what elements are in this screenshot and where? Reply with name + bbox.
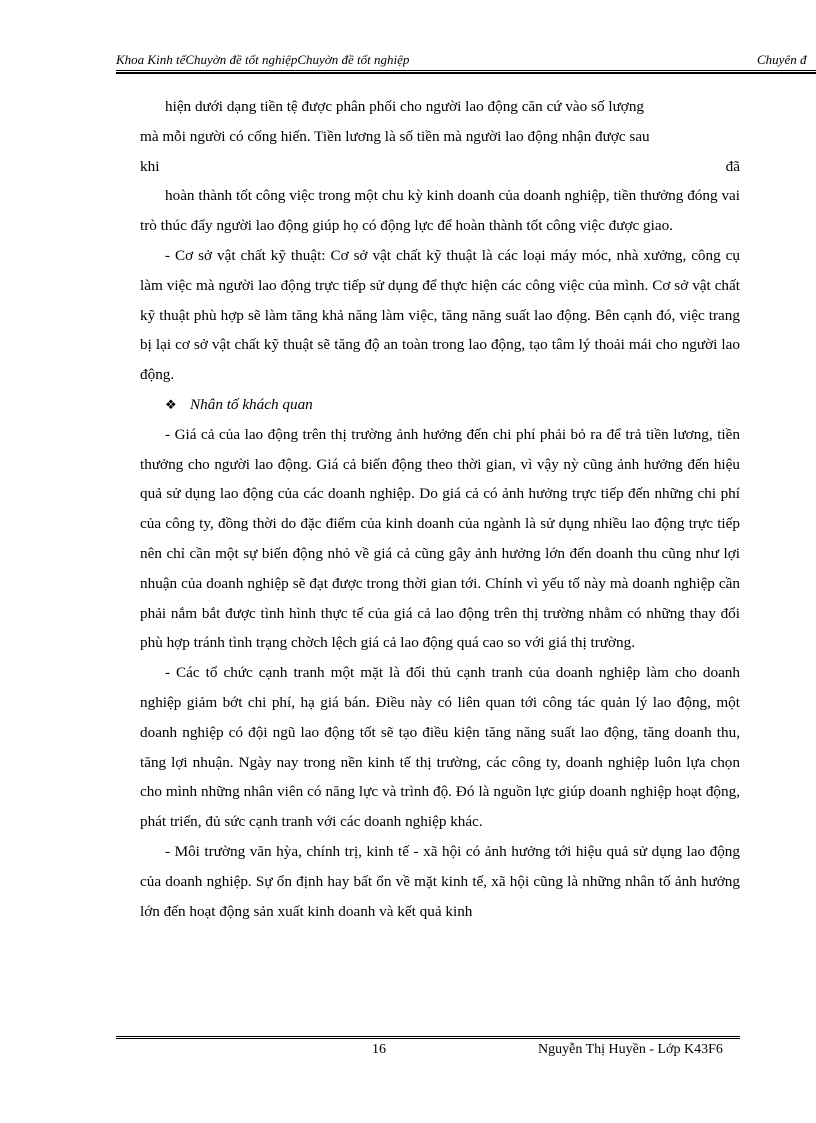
split-left-word: khi — [140, 157, 160, 175]
document-body — [140, 92, 740, 926]
paragraph: hoàn thành tốt công việc trong một chu kỳ kinh doanh của doanh nghiệp, tiền thưởng đóng vai trò thúc đẩy người lao động giúp họ có động lực để hoàn thành tốt công việc được giao. — [140, 187, 740, 235]
paragraph: - Môi trường văn hỳa, chính trị, kinh tế - xã hội có ảnh hưởng tới hiệu quả sử dụng lao động của doanh nghiệp. Sự ổn định hay bất ổn về mặt kinh tế, xã hội cũng là những nhân tố ảnh hưởng lớn đến hoạt động sản xuất kinh doanh và kết quả kinh — [140, 842, 740, 920]
paragraph-line-split — [140, 152, 740, 182]
section-heading-text: Nhân tố khách quan — [190, 395, 313, 413]
split-right-word: đã — [725, 157, 740, 175]
footer-rule — [116, 1036, 740, 1037]
paragraph: - Cơ sở vật chất kỹ thuật: Cơ sở vật chất kỹ thuật là các loại máy móc, nhà xưởng, công cụ làm việc mà người lao động trực tiếp sử dụng để thực hiện các công việc của mình. Cơ sở vật chất kỹ thuật phù hợp sẽ làm tăng khả năng làm việc, tăng năng suất lao động. Bên cạnh đó, việc trang bị lại cơ sở vật chất kỹ thuật sẽ tăng độ an toàn trong lao động, tạo tâm lý thoải mái cho người lao động. — [140, 246, 740, 384]
header-rule — [116, 70, 816, 71]
paragraph: - Các tổ chức cạnh tranh một mặt là đối thủ cạnh tranh của doanh nghiệp làm cho doanh nghiệp giảm bớt chi phí, hạ giá bán. Điều này có liên quan tới công tác quản lý lao động, một doanh nghiệp có đội ngũ lao động tốt sẽ tạo điều kiện tăng năng suất lao động, tăng doanh thu, tăng lợi nhuận. Ngày nay trong nền kinh tế thị trường, các công ty, doanh nghiệp luôn lựa chọn cho mình những nhân viên có năng lực và trình độ. Đó là nguồn lực giúp doanh nghiệp hoạt động, phát triển, đủ sức cạnh tranh với các doanh nghiệp khác. — [140, 664, 740, 831]
paragraph-line: hiện dưới dạng tiền tệ được phân phối cho người lao động căn cứ vào số lượng — [165, 98, 645, 115]
header-right-text: Chuyên đ — [757, 52, 807, 67]
header-left-text: Khoa Kinh tếChuyờn đề tốt nghiệpChuyờn đề tốt nghiệp — [116, 52, 410, 67]
footer-rule-thin — [116, 1038, 740, 1039]
page-number: 16 — [372, 1042, 386, 1057]
diamond-bullet-icon: ❖ — [165, 396, 177, 412]
page-header — [116, 52, 816, 72]
paragraph: - Giá cả của lao động trên thị trường ảnh hưởng đến chi phí phải bỏ ra để trả tiền lương, tiền thưởng cho người lao động. Giá cả biến động theo thời gian, vì vậy nỳ cũng ảnh hưởng đến hiệu quả sử dụng lao động của các doanh nghiệp. Do giá cả có ảnh hưởng trực tiếp đến những chi phí của công ty, đồng thời do đặc điểm của kinh doanh của ngành là sử dụng nhiều lao động trực tiếp nên chỉ cần một sự biến động nhỏ về giá cả cũng gây ảnh hưởng lớn đến doanh thu cũng như lợi nhuận của doanh nghiệp sẽ đạt được trong thời gian tới. Chính vì yếu tố này mà doanh nghiệp cần phải nắm bắt được tình hình thực tế của giá cả lao động trên thị trường nhằm có những thay đổi phù hợp tránh tình trạng chờch lệch giá cả lao động quá cao so với giá thị trường. — [140, 425, 740, 652]
header-rule-thick — [116, 72, 816, 74]
footer-author: Nguyễn Thị Huyền - Lớp K43F6 — [538, 1042, 723, 1057]
section-heading — [140, 390, 740, 420]
paragraph-line: mà mỗi người có cống hiến. Tiền lương là số tiền mà người lao động nhận được sau — [140, 127, 650, 145]
